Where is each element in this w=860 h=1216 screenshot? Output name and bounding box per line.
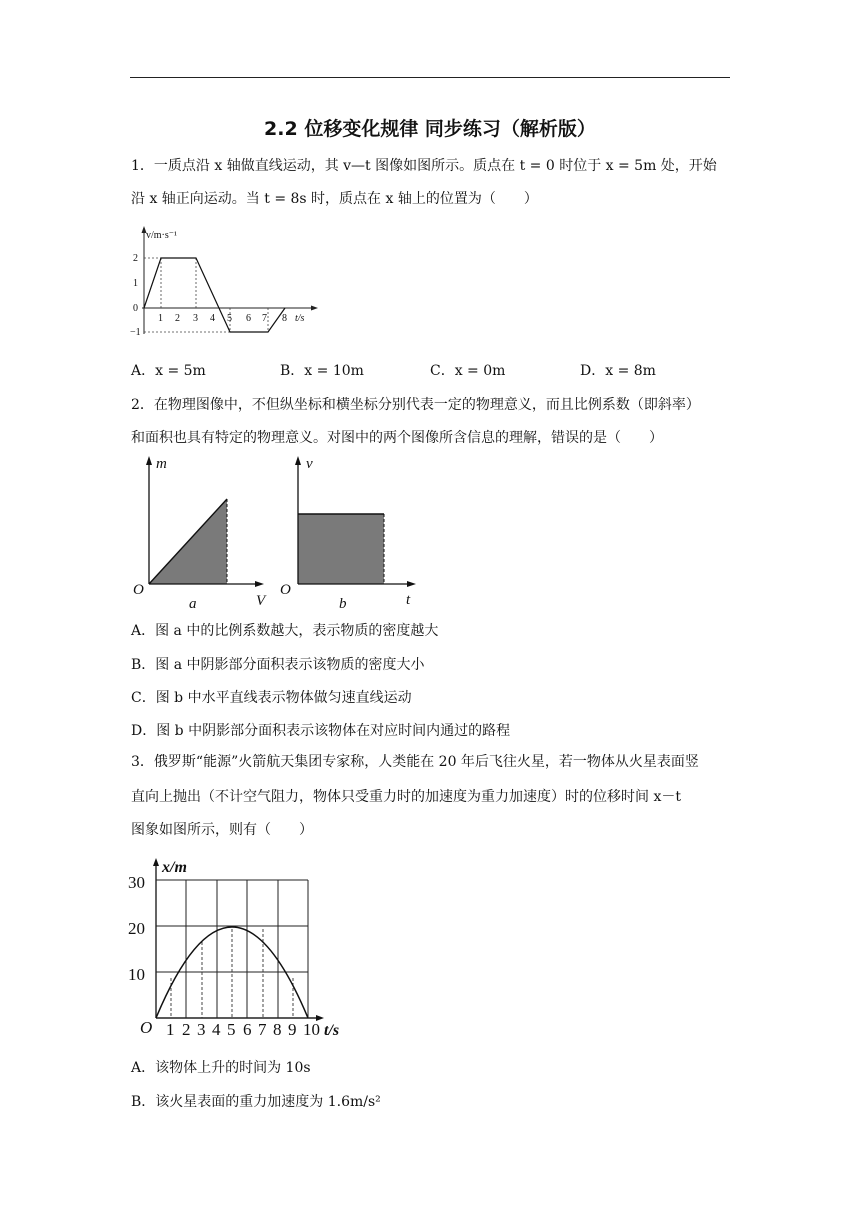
q2b-origin: O — [280, 582, 291, 598]
q2a-x-label: V — [256, 593, 266, 609]
q1-x-axis-label: t/s — [295, 313, 305, 324]
q2-stem-line1: 2．在物理图像中，不但纵坐标和横坐标分别代表一定的物理意义，而且比例系数（即斜率） — [131, 397, 700, 413]
q1-xtick-3: 3 — [193, 313, 198, 324]
q3-xtick-7: 7 — [258, 1020, 267, 1038]
q1-vt-graph — [128, 224, 328, 348]
q2b-y-label: v — [306, 456, 313, 472]
q1-xtick-1: 1 — [158, 313, 163, 324]
q1-stem-line1: 1．一质点沿 x 轴做直线运动，其 v—t 图像如图所示。质点在 t = 0 时位于 x = 5m 处，开始 — [131, 158, 717, 174]
q2-option-b[interactable]: B．图 a 中阴影部分面积表示该物质的密度大小 — [131, 657, 425, 673]
page-title: 2.2 位移变化规律 同步练习（解析版） — [264, 118, 596, 140]
q3-y-axis-label: x/m — [162, 859, 187, 876]
q3-option-a[interactable]: A．该物体上升的时间为 10s — [131, 1060, 311, 1076]
q3-xtick-9: 9 — [288, 1020, 297, 1038]
q3-ytick-20: 20 — [128, 919, 145, 938]
q3-xtick-4: 4 — [212, 1020, 221, 1038]
q1-xtick-8: 8 — [282, 313, 287, 324]
q3-stem-line3: 图象如图所示，则有（ ） — [131, 822, 313, 838]
q1-xtick-2: 2 — [175, 313, 180, 324]
q1-option-b[interactable]: B．x = 10m — [280, 363, 364, 379]
header-rule — [130, 77, 730, 78]
q1-xtick-4: 4 — [210, 313, 215, 324]
q3-xt-graph — [128, 852, 368, 1038]
q2-graph-a — [128, 452, 276, 614]
q1-ytick-neg1: −1 — [130, 327, 141, 338]
q1-xtick-6: 6 — [246, 313, 251, 324]
q2a-caption: a — [189, 596, 197, 612]
q3-xtick-5: 5 — [227, 1020, 236, 1038]
q1-ytick-0: 0 — [133, 303, 138, 314]
q2a-y-label: m — [156, 456, 167, 472]
q2a-origin: O — [133, 582, 144, 598]
q1-stem-line2: 沿 x 轴正向运动。当 t = 8s 时，质点在 x 轴上的位置为（ ） — [131, 191, 538, 207]
q2-option-d[interactable]: D．图 b 中阴影部分面积表示该物体在对应时间内通过的路程 — [131, 723, 511, 739]
q2b-shaded-area — [298, 514, 384, 584]
q1-xtick-5: 5 — [227, 313, 232, 324]
q3-stem-line2: 直向上抛出（不计空气阻力，物体只受重力时的加速度为重力加速度）时的位移时间 x－t — [131, 789, 681, 805]
q3-xtick-10: 10 — [303, 1020, 320, 1038]
q1-option-c[interactable]: C．x = 0m — [430, 363, 506, 379]
q3-xtick-2: 2 — [182, 1020, 191, 1038]
q3-ytick-10: 10 — [128, 965, 145, 984]
q1-xtick-7: 7 — [262, 313, 267, 324]
q3-origin: O — [140, 1018, 153, 1037]
q2-graph-b — [276, 452, 424, 614]
q2-option-a[interactable]: A．图 a 中的比例系数越大，表示物质的密度越大 — [131, 623, 439, 639]
q1-option-a[interactable]: A．x = 5m — [131, 363, 206, 379]
q1-ytick-1: 1 — [133, 278, 138, 289]
q1-option-d[interactable]: D．x = 8m — [580, 363, 656, 379]
q3-option-b[interactable]: B．该火星表面的重力加速度为 1.6m/s² — [131, 1094, 381, 1110]
q3-ytick-30: 30 — [128, 873, 145, 892]
q3-stem-line1: 3．俄罗斯“能源”火箭航天集团专家称，人类能在 20 年后飞往火星，若一物体从火星表面竖 — [131, 754, 699, 770]
q1-y-axis-label: v/m·s⁻¹ — [146, 230, 178, 241]
q3-xtick-6: 6 — [243, 1020, 252, 1038]
q3-xtick-1: 1 — [166, 1020, 175, 1038]
q1-ytick-2: 2 — [133, 253, 138, 264]
q3-xtick-8: 8 — [273, 1020, 282, 1038]
q2-option-c[interactable]: C．图 b 中水平直线表示物体做匀速直线运动 — [131, 690, 412, 706]
q2b-caption: b — [339, 596, 347, 612]
q2b-x-label: t — [406, 592, 411, 608]
q3-xtick-3: 3 — [197, 1020, 206, 1038]
q2-stem-line2: 和面积也具有特定的物理意义。对图中的两个图像所含信息的理解，错误的是（ ） — [131, 430, 663, 446]
q3-x-axis-label: t/s — [324, 1022, 340, 1038]
